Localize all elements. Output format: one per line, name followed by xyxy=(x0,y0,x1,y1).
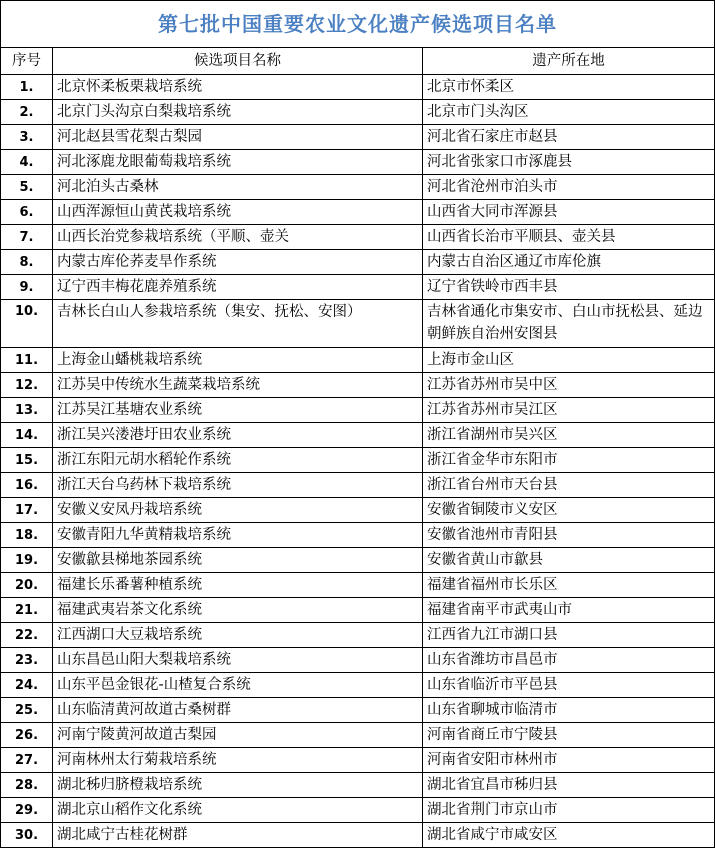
project-name: 福建武夷岩茶文化系统 xyxy=(53,598,423,623)
table-row xyxy=(1,823,715,848)
heritage-location: 福建省福州市长乐区 xyxy=(423,573,715,598)
row-number: 19. xyxy=(1,548,53,573)
table-row xyxy=(1,623,715,648)
project-name: 河北泊头古桑林 xyxy=(53,175,423,200)
heritage-location: 河北省石家庄市赵县 xyxy=(423,125,715,150)
row-number: 29. xyxy=(1,798,53,823)
project-name: 上海金山蟠桃栽培系统 xyxy=(53,348,423,373)
heritage-location: 河南省安阳市林州市 xyxy=(423,748,715,773)
heritage-location: 河南省商丘市宁陵县 xyxy=(423,723,715,748)
heritage-location: 北京市怀柔区 xyxy=(423,75,715,100)
heritage-location: 内蒙古自治区通辽市库伦旗 xyxy=(423,250,715,275)
project-name: 浙江吴兴溇港圩田农业系统 xyxy=(53,423,423,448)
row-number: 9. xyxy=(1,275,53,300)
project-name: 湖北京山稻作文化系统 xyxy=(53,798,423,823)
project-name: 安徽青阳九华黄精栽培系统 xyxy=(53,523,423,548)
table-row xyxy=(1,523,715,548)
header-no: 序号 xyxy=(1,48,53,75)
row-number: 1. xyxy=(1,75,53,100)
heritage-location: 山东省聊城市临清市 xyxy=(423,698,715,723)
heritage-location: 山东省临沂市平邑县 xyxy=(423,673,715,698)
heritage-location: 湖北省宜昌市秭归县 xyxy=(423,773,715,798)
project-name: 山东临清黄河故道古桑树群 xyxy=(53,698,423,723)
heritage-location: 江西省九江市湖口县 xyxy=(423,623,715,648)
candidate-table xyxy=(0,47,715,848)
row-number: 14. xyxy=(1,423,53,448)
heritage-location: 河北省张家口市涿鹿县 xyxy=(423,150,715,175)
heritage-location: 河北省沧州市泊头市 xyxy=(423,175,715,200)
table-row xyxy=(1,598,715,623)
row-number: 26. xyxy=(1,723,53,748)
project-name: 江苏吴江基塘农业系统 xyxy=(53,398,423,423)
heritage-location: 山西省长治市平顺县、壶关县 xyxy=(423,225,715,250)
table-row xyxy=(1,275,715,300)
heritage-location: 浙江省台州市天台县 xyxy=(423,473,715,498)
row-number: 8. xyxy=(1,250,53,275)
row-number: 2. xyxy=(1,100,53,125)
heritage-location: 浙江省金华市东阳市 xyxy=(423,448,715,473)
project-name: 河南宁陵黄河故道古梨园 xyxy=(53,723,423,748)
project-name: 浙江天台乌药林下栽培系统 xyxy=(53,473,423,498)
row-number: 18. xyxy=(1,523,53,548)
table-row xyxy=(1,300,715,348)
row-number: 13. xyxy=(1,398,53,423)
table-row xyxy=(1,648,715,673)
project-name: 北京怀柔板栗栽培系统 xyxy=(53,75,423,100)
table-row xyxy=(1,398,715,423)
row-number: 10. xyxy=(1,300,53,348)
table-row xyxy=(1,473,715,498)
table-row xyxy=(1,698,715,723)
row-number: 28. xyxy=(1,773,53,798)
project-name: 辽宁西丰梅花鹿养殖系统 xyxy=(53,275,423,300)
table-row xyxy=(1,423,715,448)
heritage-location: 江苏省苏州市吴江区 xyxy=(423,398,715,423)
header-location: 遗产所在地 xyxy=(423,48,715,75)
project-name: 安徽义安凤丹栽培系统 xyxy=(53,498,423,523)
heritage-location: 吉林省通化市集安市、白山市抚松县、延边朝鲜族自治州安图县 xyxy=(423,300,715,348)
heritage-location: 山东省潍坊市昌邑市 xyxy=(423,648,715,673)
document-title: 第七批中国重要农业文化遗产候选项目名单 xyxy=(0,0,715,47)
table-row xyxy=(1,798,715,823)
table-row xyxy=(1,175,715,200)
table-header-row xyxy=(1,48,715,75)
table-row xyxy=(1,200,715,225)
row-number: 25. xyxy=(1,698,53,723)
row-number: 22. xyxy=(1,623,53,648)
project-name: 北京门头沟京白梨栽培系统 xyxy=(53,100,423,125)
project-name: 内蒙古库伦荞麦旱作系统 xyxy=(53,250,423,275)
row-number: 12. xyxy=(1,373,53,398)
heritage-location: 浙江省湖州市吴兴区 xyxy=(423,423,715,448)
project-name: 湖北秭归脐橙栽培系统 xyxy=(53,773,423,798)
project-name: 江西湖口大豆栽培系统 xyxy=(53,623,423,648)
row-number: 11. xyxy=(1,348,53,373)
table-row xyxy=(1,348,715,373)
table-row xyxy=(1,673,715,698)
heritage-location: 辽宁省铁岭市西丰县 xyxy=(423,275,715,300)
row-number: 3. xyxy=(1,125,53,150)
project-name: 福建长乐番薯种植系统 xyxy=(53,573,423,598)
row-number: 20. xyxy=(1,573,53,598)
table-row xyxy=(1,100,715,125)
project-name: 河北赵县雪花梨古梨园 xyxy=(53,125,423,150)
heritage-location: 湖北省咸宁市咸安区 xyxy=(423,823,715,848)
project-name: 河南林州太行菊栽培系统 xyxy=(53,748,423,773)
heritage-location: 安徽省池州市青阳县 xyxy=(423,523,715,548)
table-row xyxy=(1,748,715,773)
heritage-location: 湖北省荆门市京山市 xyxy=(423,798,715,823)
row-number: 15. xyxy=(1,448,53,473)
row-number: 30. xyxy=(1,823,53,848)
table-row xyxy=(1,773,715,798)
row-number: 16. xyxy=(1,473,53,498)
row-number: 17. xyxy=(1,498,53,523)
heritage-location: 江苏省苏州市吴中区 xyxy=(423,373,715,398)
project-name: 山东昌邑山阳大梨栽培系统 xyxy=(53,648,423,673)
project-name: 浙江东阳元胡水稻轮作系统 xyxy=(53,448,423,473)
project-name: 江苏吴中传统水生蔬菜栽培系统 xyxy=(53,373,423,398)
table-row xyxy=(1,723,715,748)
project-name: 山西浑源恒山黄芪栽培系统 xyxy=(53,200,423,225)
header-name: 候选项目名称 xyxy=(53,48,423,75)
table-row xyxy=(1,548,715,573)
row-number: 27. xyxy=(1,748,53,773)
project-name: 吉林长白山人参栽培系统（集安、抚松、安图） xyxy=(53,300,423,348)
row-number: 6. xyxy=(1,200,53,225)
project-name: 山西长治党参栽培系统（平顺、壶关 xyxy=(53,225,423,250)
project-name: 山东平邑金银花-山楂复合系统 xyxy=(53,673,423,698)
heritage-location: 北京市门头沟区 xyxy=(423,100,715,125)
table-body xyxy=(1,75,715,848)
table-row xyxy=(1,150,715,175)
row-number: 23. xyxy=(1,648,53,673)
row-number: 24. xyxy=(1,673,53,698)
row-number: 4. xyxy=(1,150,53,175)
heritage-location: 安徽省铜陵市义安区 xyxy=(423,498,715,523)
table-row xyxy=(1,448,715,473)
table-row xyxy=(1,573,715,598)
table-row xyxy=(1,373,715,398)
table-row xyxy=(1,498,715,523)
project-name: 河北涿鹿龙眼葡萄栽培系统 xyxy=(53,150,423,175)
row-number: 5. xyxy=(1,175,53,200)
heritage-location: 山西省大同市浑源县 xyxy=(423,200,715,225)
table-row xyxy=(1,75,715,100)
row-number: 7. xyxy=(1,225,53,250)
heritage-location: 安徽省黄山市歙县 xyxy=(423,548,715,573)
table-row xyxy=(1,125,715,150)
project-name: 安徽歙县梯地茶园系统 xyxy=(53,548,423,573)
heritage-location: 福建省南平市武夷山市 xyxy=(423,598,715,623)
table-row xyxy=(1,225,715,250)
row-number: 21. xyxy=(1,598,53,623)
heritage-location: 上海市金山区 xyxy=(423,348,715,373)
project-name: 湖北咸宁古桂花树群 xyxy=(53,823,423,848)
table-row xyxy=(1,250,715,275)
